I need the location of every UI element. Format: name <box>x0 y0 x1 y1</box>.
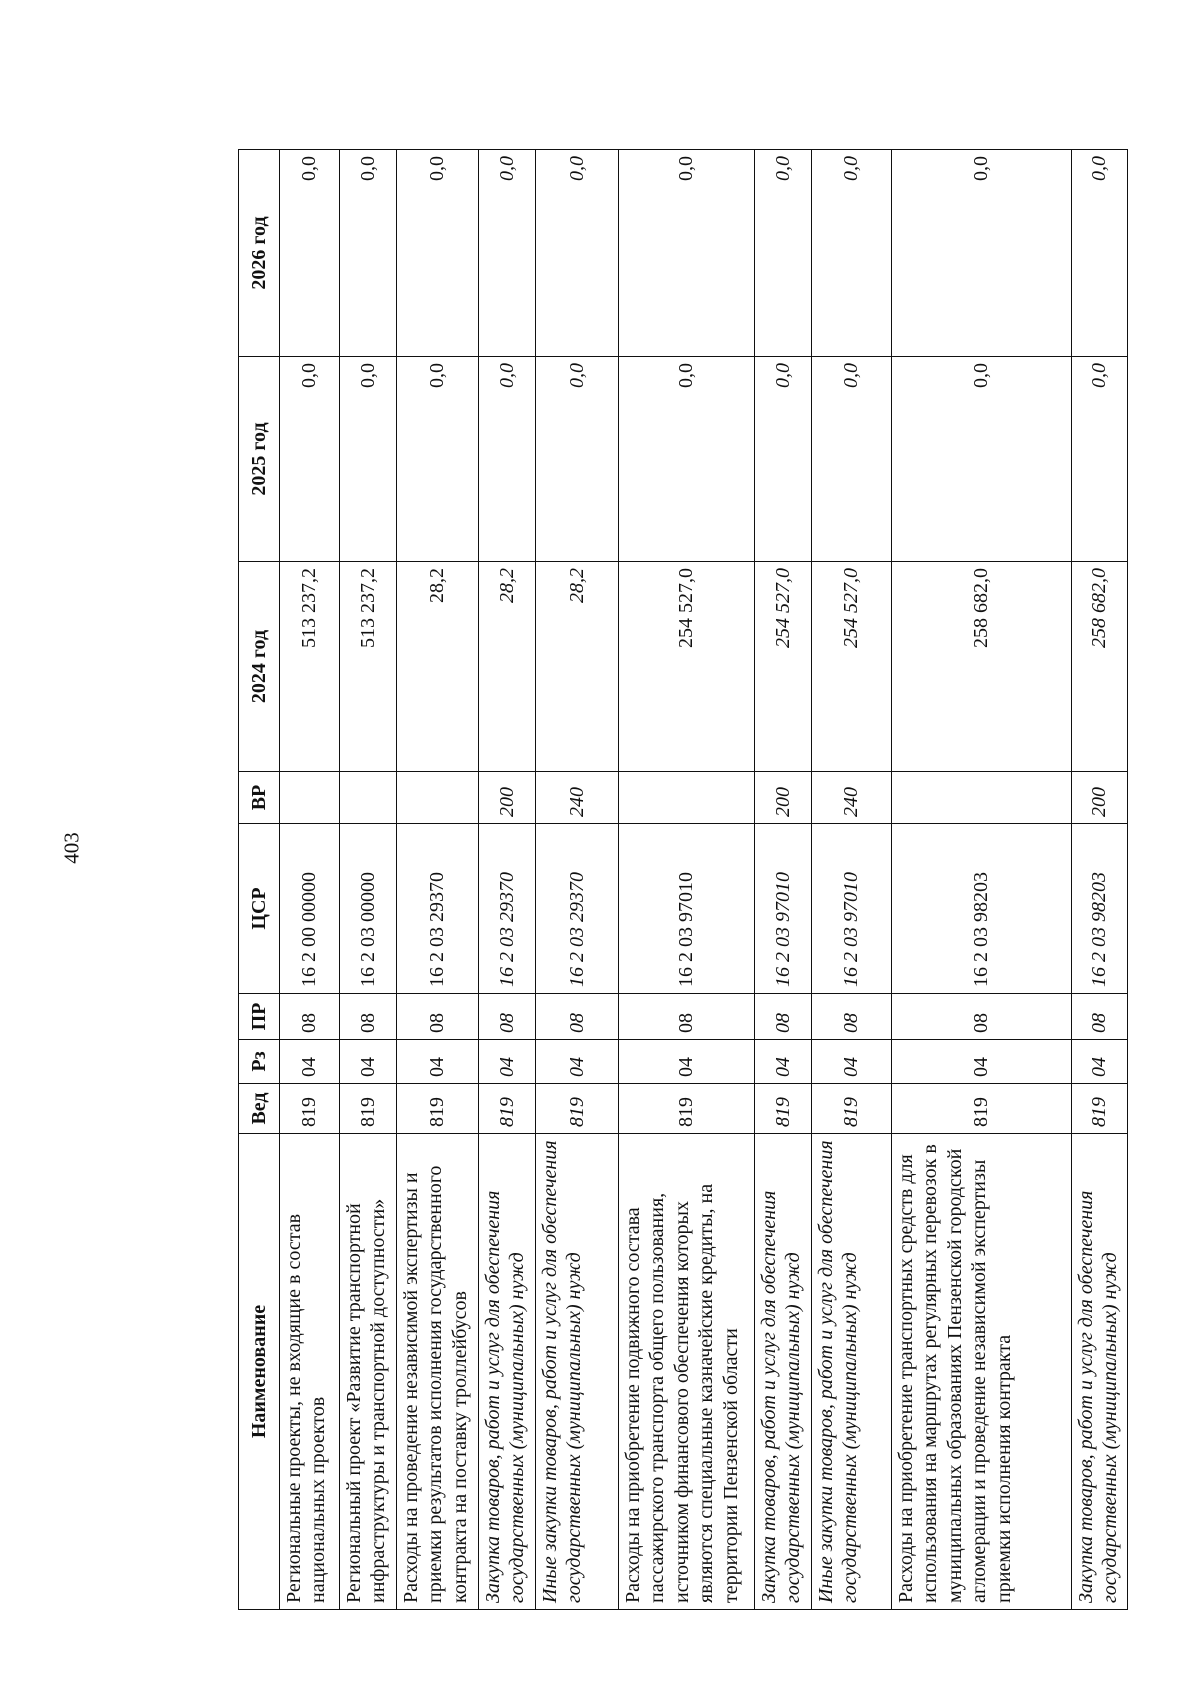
header-ved: Вед <box>239 1084 280 1134</box>
cell-name: Закупка товаров, работ и услуг для обеспечения государственных (муниципальных) нужд <box>755 1134 812 1610</box>
table-row <box>397 150 479 1610</box>
cell-rz: 04 <box>280 1040 340 1084</box>
cell-ved: 819 <box>619 1084 755 1134</box>
cell-rz: 04 <box>812 1040 892 1084</box>
cell-name: Расходы на проведение независимой экспертизы и приемки результатов исполнения государственного контракта на поставку троллейбусов <box>397 1134 479 1610</box>
cell-vr <box>892 772 1072 824</box>
cell-pr: 08 <box>619 994 755 1040</box>
cell-name: Закупка товаров, работ и услуг для обеспечения государственных (муниципальных) нужд <box>479 1134 536 1610</box>
cell-2025: 0,0 <box>1072 357 1128 562</box>
cell-2025: 0,0 <box>479 357 536 562</box>
table-row <box>812 150 892 1610</box>
table-row <box>479 150 536 1610</box>
cell-2026: 0,0 <box>397 150 479 357</box>
cell-2026: 0,0 <box>812 150 892 357</box>
header-2026: 2026 год <box>239 150 280 357</box>
cell-vr: 240 <box>812 772 892 824</box>
cell-pr: 08 <box>280 994 340 1040</box>
cell-2025: 0,0 <box>397 357 479 562</box>
cell-rz: 04 <box>479 1040 536 1084</box>
cell-csr: 16 2 00 00000 <box>280 824 340 994</box>
cell-name: Иные закупки товаров, работ и услуг для обеспечения государственных (муниципальных) нужд <box>812 1134 892 1610</box>
cell-vr <box>340 772 397 824</box>
cell-csr: 16 2 03 00000 <box>340 824 397 994</box>
cell-2025: 0,0 <box>892 357 1072 562</box>
cell-name: Расходы на приобретение транспортных средств для использования на маршрутах регулярных перевозок в муниципальных образованиях Пензенской городской агломерации и проведение независимой экспертизы приемки исполнения контракта <box>892 1134 1072 1610</box>
cell-2026: 0,0 <box>892 150 1072 357</box>
budget-table <box>238 149 1128 1610</box>
header-csr: ЦСР <box>239 824 280 994</box>
cell-ved: 819 <box>479 1084 536 1134</box>
cell-name: Закупка товаров, работ и услуг для обеспечения государственных (муниципальных) нужд <box>1072 1134 1128 1610</box>
cell-rz: 04 <box>536 1040 619 1084</box>
cell-2024: 513 237,2 <box>340 562 397 772</box>
budget-table-container <box>238 150 1122 1610</box>
header-pr: ПР <box>239 994 280 1040</box>
cell-2026: 0,0 <box>479 150 536 357</box>
table-header-row <box>239 150 280 1610</box>
cell-2024: 28,2 <box>536 562 619 772</box>
cell-csr: 16 2 03 29370 <box>397 824 479 994</box>
table-row <box>340 150 397 1610</box>
cell-pr: 08 <box>397 994 479 1040</box>
cell-pr: 08 <box>812 994 892 1040</box>
cell-csr: 16 2 03 97010 <box>619 824 755 994</box>
cell-rz: 04 <box>397 1040 479 1084</box>
cell-ved: 819 <box>280 1084 340 1134</box>
cell-2024: 254 527,0 <box>619 562 755 772</box>
cell-name: Региональные проекты, не входящие в состав национальных проектов <box>280 1134 340 1610</box>
cell-csr: 16 2 03 98203 <box>1072 824 1128 994</box>
table-row <box>755 150 812 1610</box>
cell-2025: 0,0 <box>340 357 397 562</box>
header-2025: 2025 год <box>239 357 280 562</box>
cell-2026: 0,0 <box>280 150 340 357</box>
cell-ved: 819 <box>892 1084 1072 1134</box>
cell-rz: 04 <box>619 1040 755 1084</box>
cell-vr <box>280 772 340 824</box>
table-row <box>536 150 619 1610</box>
cell-rz: 04 <box>1072 1040 1128 1084</box>
table-row <box>280 150 340 1610</box>
cell-2026: 0,0 <box>619 150 755 357</box>
cell-csr: 16 2 03 29370 <box>536 824 619 994</box>
cell-2025: 0,0 <box>755 357 812 562</box>
cell-ved: 819 <box>397 1084 479 1134</box>
cell-2024: 258 682,0 <box>892 562 1072 772</box>
cell-csr: 16 2 03 97010 <box>755 824 812 994</box>
cell-2026: 0,0 <box>1072 150 1128 357</box>
cell-ved: 819 <box>340 1084 397 1134</box>
cell-2024: 254 527,0 <box>755 562 812 772</box>
cell-csr: 16 2 03 97010 <box>812 824 892 994</box>
cell-vr: 200 <box>1072 772 1128 824</box>
cell-2024: 28,2 <box>397 562 479 772</box>
cell-vr: 240 <box>536 772 619 824</box>
cell-pr: 08 <box>892 994 1072 1040</box>
cell-ved: 819 <box>755 1084 812 1134</box>
header-rz: Рз <box>239 1040 280 1084</box>
header-name: Наименование <box>239 1134 280 1610</box>
cell-vr <box>619 772 755 824</box>
cell-rz: 04 <box>340 1040 397 1084</box>
cell-pr: 08 <box>536 994 619 1040</box>
cell-2024: 513 237,2 <box>280 562 340 772</box>
page-number: 403 <box>59 832 84 864</box>
cell-rz: 04 <box>755 1040 812 1084</box>
cell-2026: 0,0 <box>536 150 619 357</box>
cell-pr: 08 <box>1072 994 1128 1040</box>
cell-name: Расходы на приобретение подвижного состава пассажирского транспорта общего пользования, источником финансового обеспечения которых являются специальные казначейские кредиты, на территории Пензенской области <box>619 1134 755 1610</box>
cell-2024: 258 682,0 <box>1072 562 1128 772</box>
cell-2026: 0,0 <box>755 150 812 357</box>
cell-pr: 08 <box>755 994 812 1040</box>
cell-pr: 08 <box>479 994 536 1040</box>
cell-pr: 08 <box>340 994 397 1040</box>
cell-csr: 16 2 03 29370 <box>479 824 536 994</box>
cell-rz: 04 <box>892 1040 1072 1084</box>
cell-2025: 0,0 <box>280 357 340 562</box>
cell-name: Иные закупки товаров, работ и услуг для обеспечения государственных (муниципальных) нужд <box>536 1134 619 1610</box>
cell-2025: 0,0 <box>536 357 619 562</box>
cell-2025: 0,0 <box>619 357 755 562</box>
cell-csr: 16 2 03 98203 <box>892 824 1072 994</box>
cell-name: Региональный проект «Развитие транспортной инфраструктуры и транспортной доступности» <box>340 1134 397 1610</box>
header-vr: ВР <box>239 772 280 824</box>
cell-vr: 200 <box>755 772 812 824</box>
cell-ved: 819 <box>1072 1084 1128 1134</box>
cell-2024: 254 527,0 <box>812 562 892 772</box>
table-row <box>1072 150 1128 1610</box>
cell-2025: 0,0 <box>812 357 892 562</box>
table-row <box>892 150 1072 1610</box>
cell-2024: 28,2 <box>479 562 536 772</box>
cell-2026: 0,0 <box>340 150 397 357</box>
cell-ved: 819 <box>536 1084 619 1134</box>
table-row <box>619 150 755 1610</box>
cell-ved: 819 <box>812 1084 892 1134</box>
header-2024: 2024 год <box>239 562 280 772</box>
cell-vr: 200 <box>479 772 536 824</box>
cell-vr <box>397 772 479 824</box>
